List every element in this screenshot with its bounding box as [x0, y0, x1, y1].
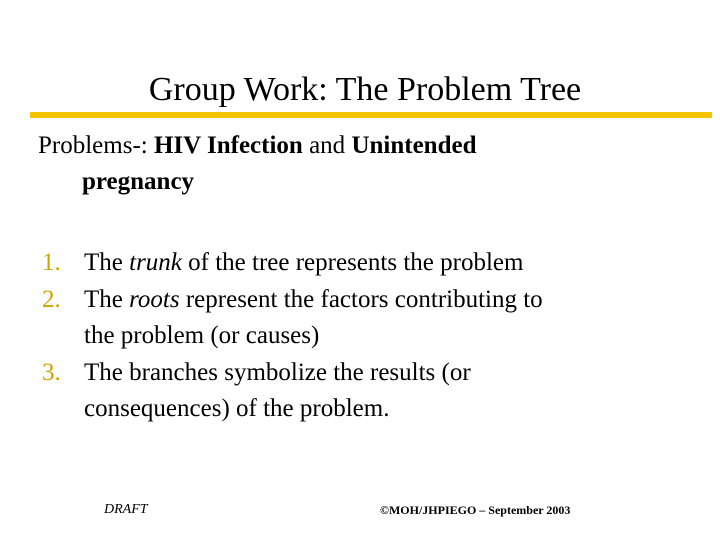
slide-title: Group Work: The Problem Tree	[148, 71, 582, 108]
list-item	[42, 245, 682, 282]
problem-term-unintended: Unintended	[351, 132, 477, 159]
list-emphasis: trunk	[129, 249, 182, 276]
footer-copyright: ©MOH/JHPIEGO – September 2003	[380, 503, 571, 517]
list-text: of the tree represents the problem	[181, 249, 524, 276]
problems-joiner: and	[302, 132, 352, 159]
list-text: The	[84, 249, 130, 276]
list-number: 1.	[42, 249, 61, 276]
list-text: The branches symbolize the results (or	[84, 358, 471, 386]
list-number: 2.	[42, 285, 61, 313]
footer-draft-label: DRAFT	[104, 502, 148, 517]
explanation-list	[42, 245, 682, 428]
problems-statement	[38, 128, 678, 200]
problem-term-hiv: HIV Infection	[153, 132, 303, 159]
list-number: 3.	[42, 358, 61, 386]
list-text: The	[84, 285, 130, 313]
list-emphasis: roots	[129, 285, 180, 313]
list-text: represent the factors contributing to	[179, 285, 543, 313]
list-text: the problem (or causes)	[84, 322, 320, 349]
list-item	[42, 355, 682, 428]
problems-prefix: Problems-:	[38, 132, 154, 159]
list-item	[42, 282, 682, 355]
problem-term-pregnancy: pregnancy	[82, 168, 195, 195]
list-text: consequences) of the problem.	[84, 395, 390, 422]
title-underline-rule	[30, 112, 712, 118]
